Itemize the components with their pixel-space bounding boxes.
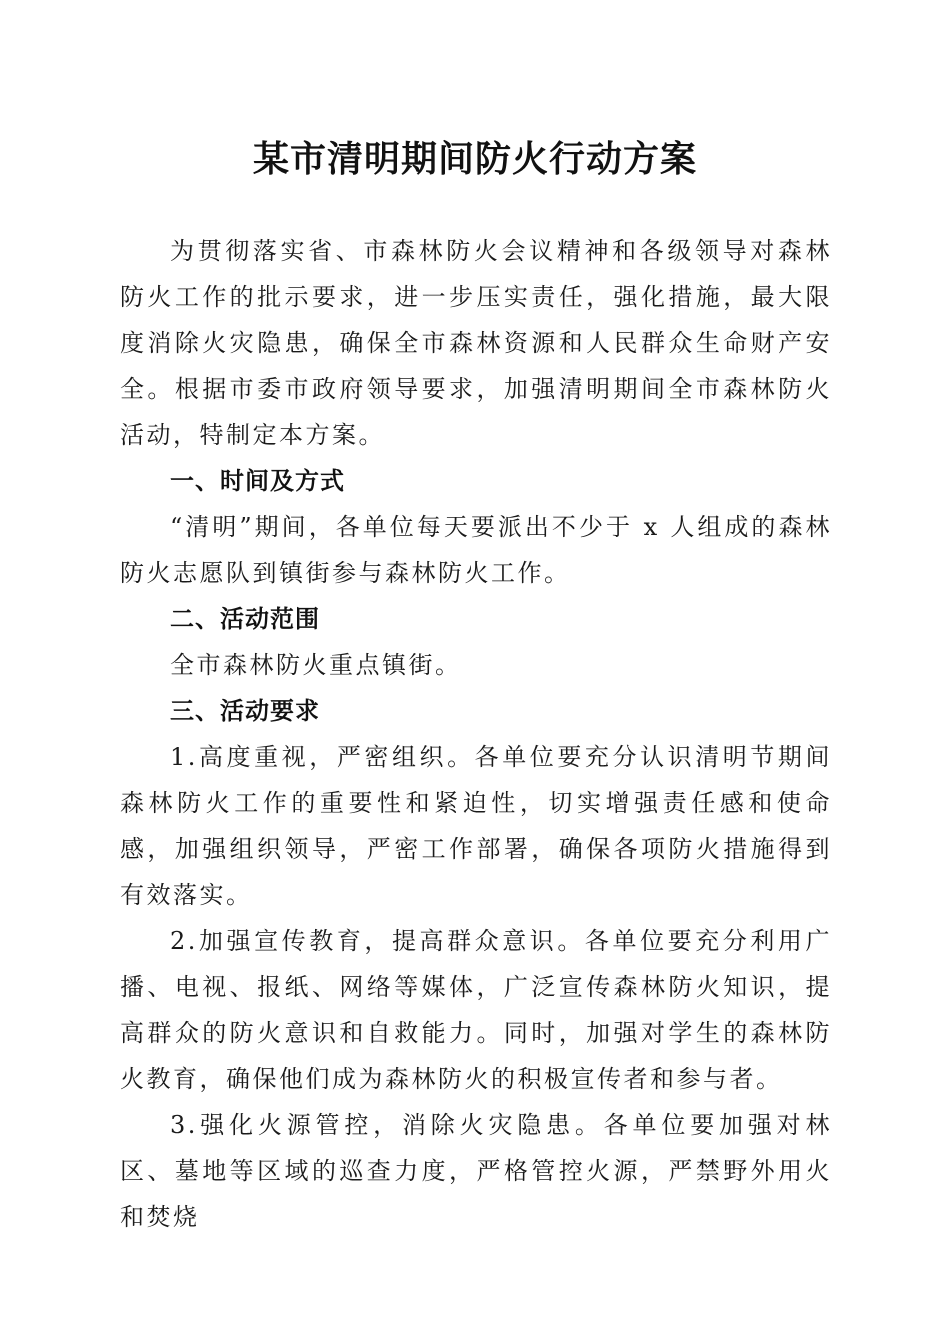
- document-body: [120, 228, 832, 1240]
- section-heading-requirements: 三、活动要求: [170, 697, 320, 725]
- document-title: 某市清明期间防火行动方案: [252, 138, 697, 180]
- requirement-item-1: 1.高度重视，严密组织。各单位要充分认识清明节期间森林防火工作的重要性和紧迫性，切实增强责任感和使命感，加强组织领导，严密工作部署，确保各项防火措施得到有效落实。: [120, 743, 832, 909]
- section-heading-scope: 二、活动范围: [170, 605, 320, 633]
- section-paragraph: 全市森林防火重点镇街。: [170, 651, 462, 679]
- section-paragraph: “清明”期间，各单位每天要派出不少于 x 人组成的森林防火志愿队到镇街参与森林防火工作。: [120, 513, 832, 587]
- requirement-item-3: 3.强化火源管控，消除火灾隐患。各单位要加强对林区、墓地等区域的巡查力度，严格管控火源，严禁野外用火和焚烧: [120, 1111, 832, 1231]
- section-heading-time-method: 一、时间及方式: [170, 467, 345, 495]
- intro-paragraph: 为贯彻落实省、市森林防火会议精神和各级领导对森林防火工作的批示要求，进一步压实责任，强化措施，最大限度消除火灾隐患，确保全市森林资源和人民群众生命财产安全。根据市委市政府领导要求，加强清明期间全市森林防火活动，特制定本方案。: [120, 237, 832, 449]
- requirement-item-2: 2.加强宣传教育，提高群众意识。各单位要充分利用广播、电视、报纸、网络等媒体，广泛宣传森林防火知识，提高群众的防火意识和自救能力。同时，加强对学生的森林防火教育，确保他们成为森林防火的积极宣传者和参与者。: [120, 927, 832, 1093]
